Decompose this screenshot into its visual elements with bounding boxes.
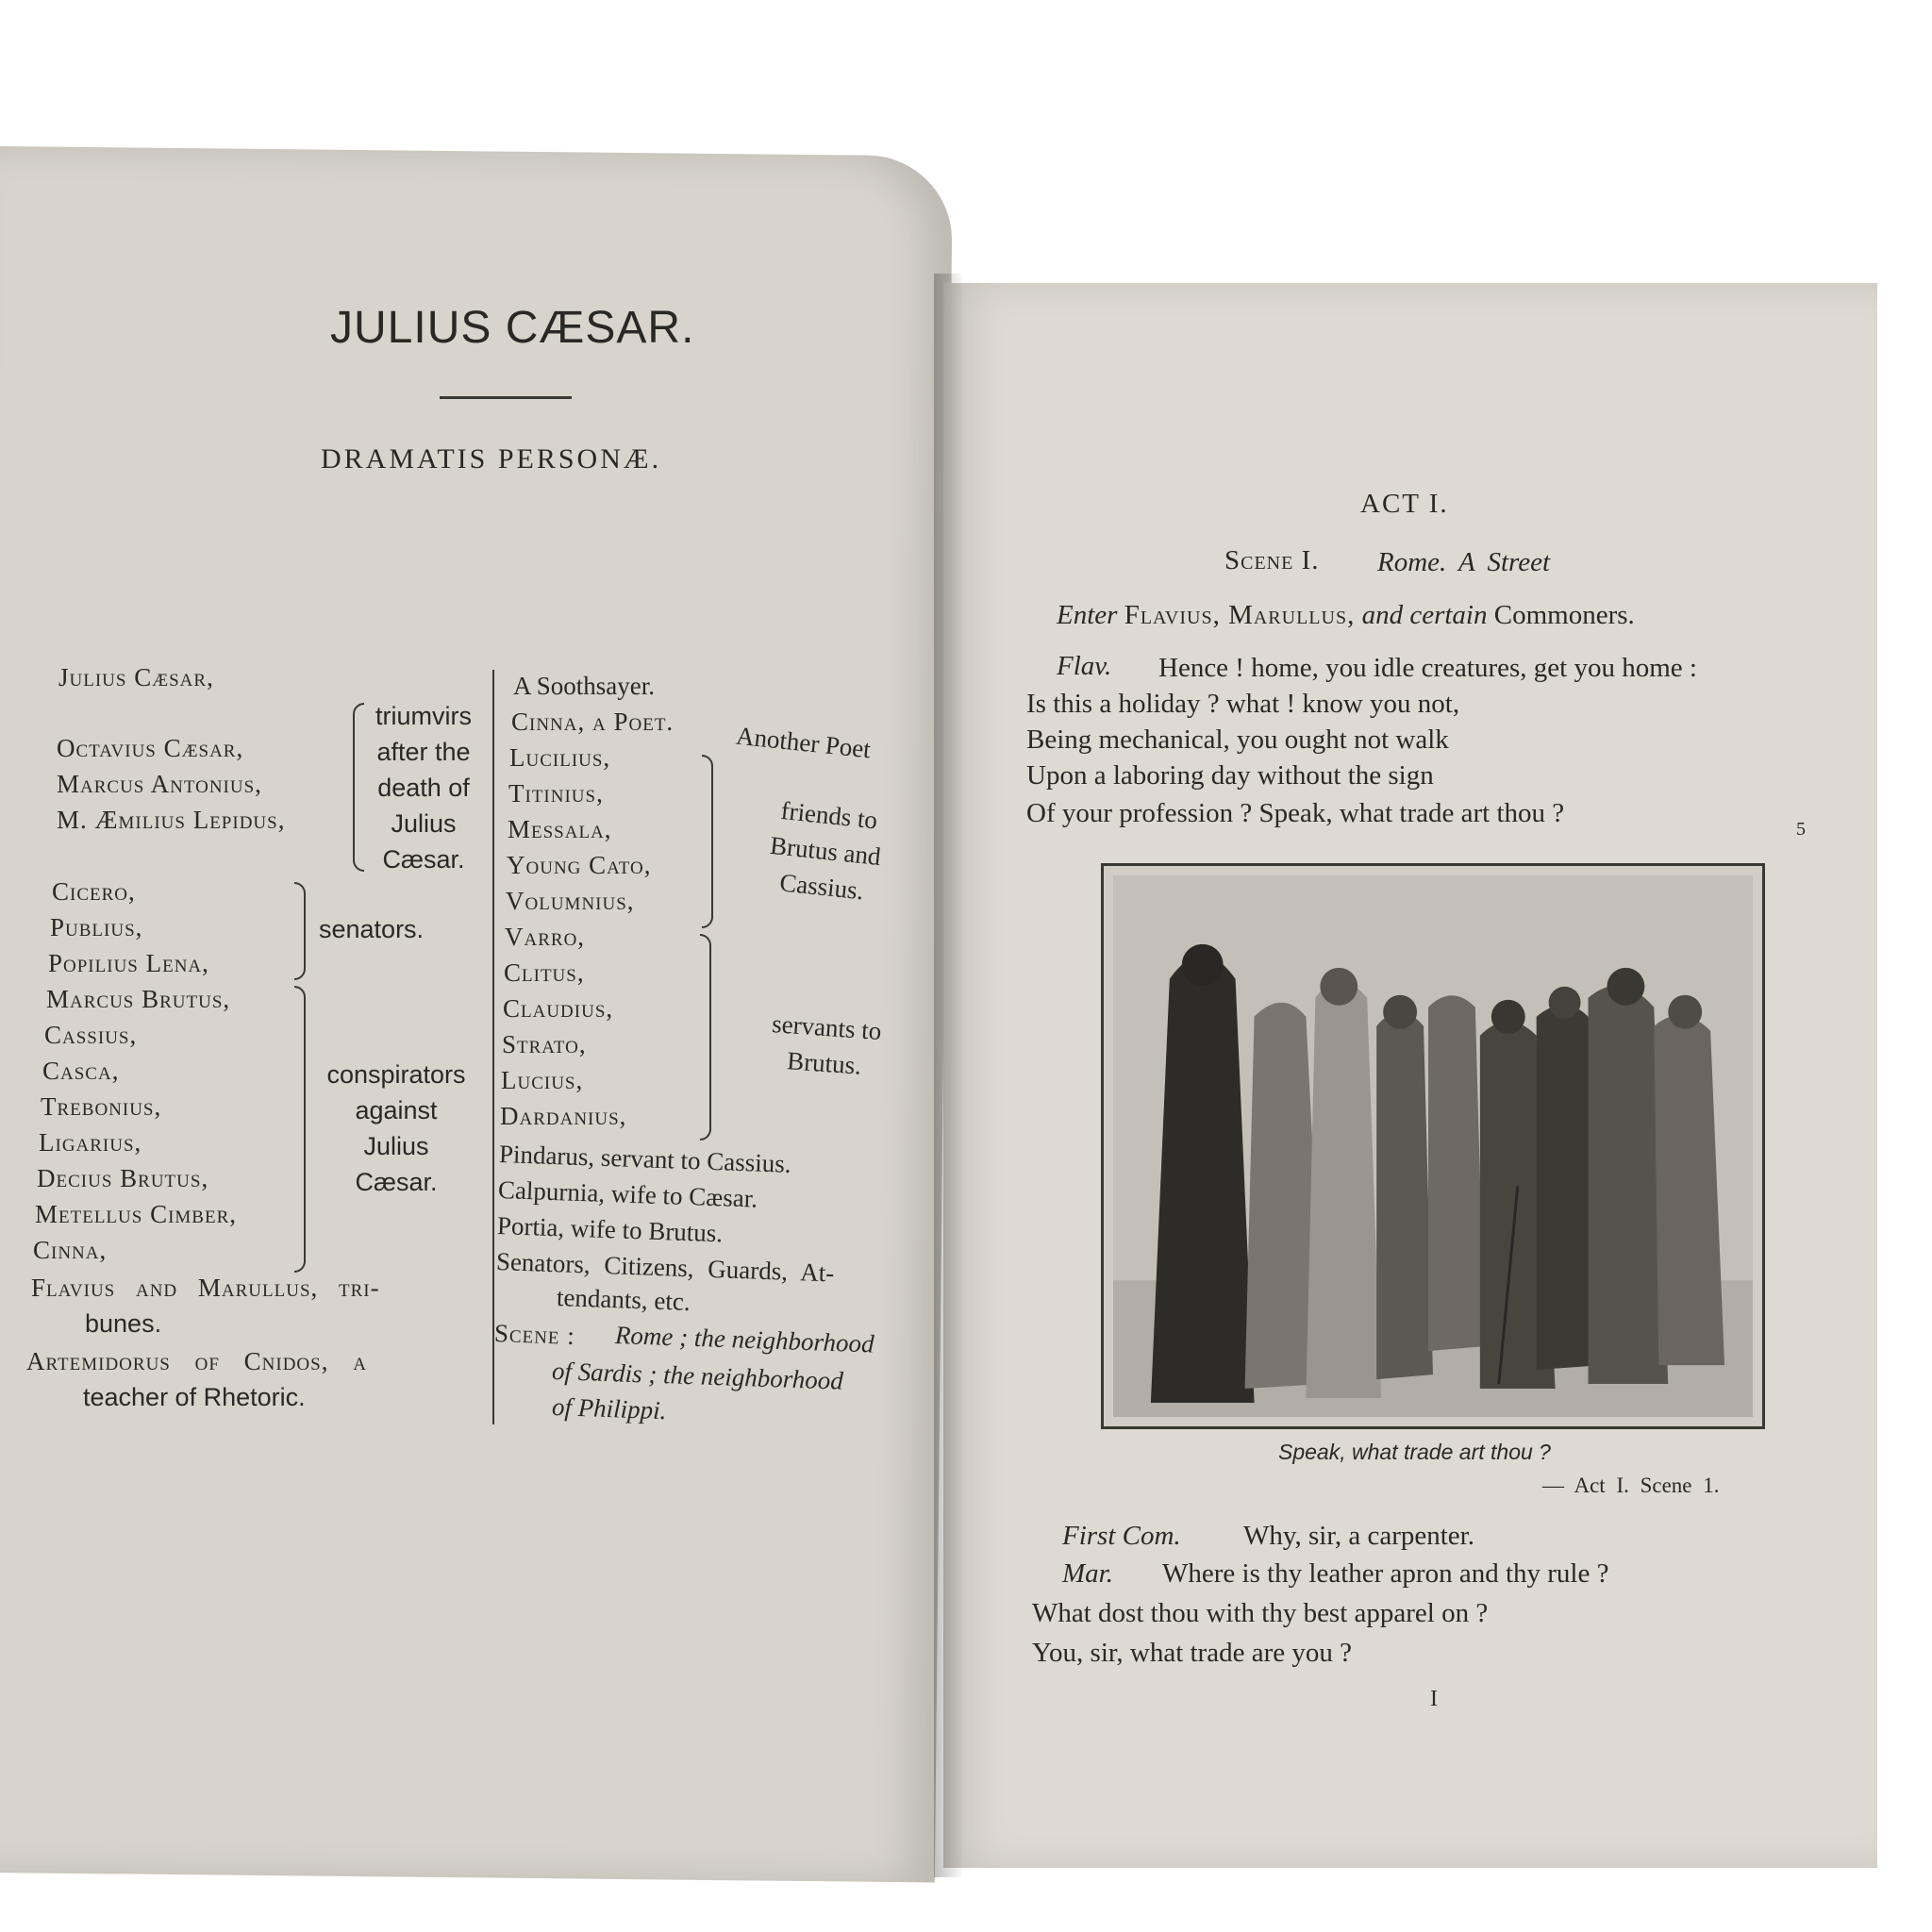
cast-decius-brutus: Decius Brutus, (37, 1164, 209, 1192)
note-another-poet: Another Poet (734, 721, 873, 764)
cast-teacher: teacher of Rhetoric. (83, 1383, 306, 1411)
cast-marcus-antonius: Marcus Antonius, (57, 770, 262, 798)
flav-line-4: Upon a laboring day without the sign (1026, 760, 1434, 791)
mar-line-3: You, sir, what trade are you ? (1032, 1638, 1352, 1668)
cast-messala: Messala, (508, 815, 612, 843)
cast-artemidorus: Artemidorus of Cnidos, a (26, 1347, 367, 1375)
cast-strato: Strato, (502, 1030, 587, 1058)
cast-tribunes: bunes. (85, 1309, 162, 1338)
scene-text-1: Rome ; the neighborhood (614, 1321, 875, 1358)
speaker-flav: Flav. (1057, 651, 1112, 681)
scene-text-2: of Sardis ; the neighborhood (551, 1357, 844, 1395)
flav-line-2: Is this a holiday ? what ! know you not, (1026, 689, 1460, 719)
note-conspirators: conspirators against Julius Cæsar. (326, 1060, 466, 1196)
crowd-engraving (1113, 875, 1753, 1417)
speaker-first-com: First Com. (1062, 1521, 1181, 1551)
cast-cinna: Cinna, (33, 1236, 108, 1264)
first-com-line: Why, sir, a carpenter. (1243, 1521, 1474, 1551)
cast-pindarus: Pindarus, servant to Cassius. (498, 1140, 792, 1178)
cast-claudius: Claudius, (503, 994, 614, 1023)
cast-ligarius: Ligarius, (39, 1128, 142, 1157)
scene-text-3: of Philippi. (551, 1392, 667, 1425)
cast-cicero: Cicero, (52, 877, 136, 906)
title-rule (440, 396, 572, 399)
scene-place: Rome. A Street (1377, 547, 1551, 577)
page-title: JULIUS CÆSAR. (330, 303, 695, 353)
flav-line-5: Of your profession ? Speak, what trade art thou ? (1026, 798, 1565, 828)
cast-publius: Publius, (50, 913, 143, 941)
cast-casca: Casca, (42, 1057, 120, 1085)
conspirators-brace (294, 986, 306, 1273)
note-servants: servants to Brutus. (771, 1009, 883, 1080)
cast-lucilius: Lucilius, (509, 743, 611, 772)
cast-dardanius: Dardanius, (500, 1102, 627, 1130)
cast-cassius: Cassius, (44, 1021, 138, 1049)
servants-brace (700, 934, 711, 1141)
cast-julius-caesar: Julius Cæsar, (58, 663, 214, 691)
act-heading: ACT I. (1360, 489, 1449, 519)
flav-line-1: Hence ! home, you idle creatures, get you home : (1158, 653, 1697, 683)
illustration-caption: Speak, what trade art thou ? (1278, 1440, 1551, 1464)
mar-line-2: What dost thou with thy best apparel on ? (1032, 1598, 1489, 1628)
illustration-reference: — Act I. Scene 1. (1542, 1474, 1720, 1497)
cast-senators-citizens: Senators, Citizens, Guards, At- (495, 1247, 835, 1288)
dramatis-personae-heading: DRAMATIS PERSONÆ. (321, 443, 662, 475)
cast-lucius: Lucius, (501, 1066, 584, 1094)
flav-line-3: Being mechanical, you ought not walk (1026, 724, 1449, 755)
scene-label-left: Scene : (493, 1319, 576, 1350)
cast-calpurnia: Calpurnia, wife to Cæsar. (497, 1175, 758, 1213)
cast-cinna-poet: Cinna, a Poet. (511, 708, 675, 736)
cast-octavius: Octavius Cæsar, (57, 734, 244, 762)
note-triumvirs: triumvirs after the death of Julius Cæsar. (375, 702, 472, 874)
book-gutter (934, 274, 962, 1877)
cast-portia: Portia, wife to Brutus. (496, 1211, 724, 1248)
cast-marcus-brutus: Marcus Brutus, (46, 985, 231, 1013)
column-divider (492, 670, 494, 1424)
cast-clitus: Clitus, (504, 958, 585, 987)
note-friends: friends to Brutus and Cassius. (768, 795, 883, 906)
cast-soothsayer: A Soothsayer. (513, 672, 656, 700)
cast-attendants: tendants, etc. (556, 1283, 691, 1316)
note-senators: senators. (319, 915, 425, 943)
cast-popilius: Popilius Lena, (48, 949, 209, 977)
cast-varro: Varro, (505, 923, 586, 951)
stage-direction: Enter Flavius, Marullus, and certain Commoners. (1057, 600, 1635, 630)
scene-heading: Scene I. (1224, 545, 1320, 575)
cast-volumnius: Volumnius, (506, 887, 635, 915)
engraving-illustration (1101, 863, 1765, 1429)
mar-line-1: Where is thy leather apron and thy rule ? (1162, 1558, 1609, 1589)
page-number: I (1430, 1687, 1438, 1711)
speaker-mar: Mar. (1062, 1558, 1113, 1589)
cast-titinius: Titinius, (508, 779, 604, 808)
cast-young-cato: Young Cato, (507, 851, 652, 879)
senators-brace (294, 882, 306, 980)
cast-flavius-marullus: Flavius and Marullus, tri- (31, 1274, 380, 1302)
friends-brace (702, 755, 713, 928)
line-number: 5 (1796, 819, 1806, 840)
cast-lepidus: M. Æmilius Lepidus, (57, 806, 286, 834)
cast-metellus-cimber: Metellus Cimber, (35, 1200, 238, 1228)
cast-trebonius: Trebonius, (41, 1092, 162, 1121)
